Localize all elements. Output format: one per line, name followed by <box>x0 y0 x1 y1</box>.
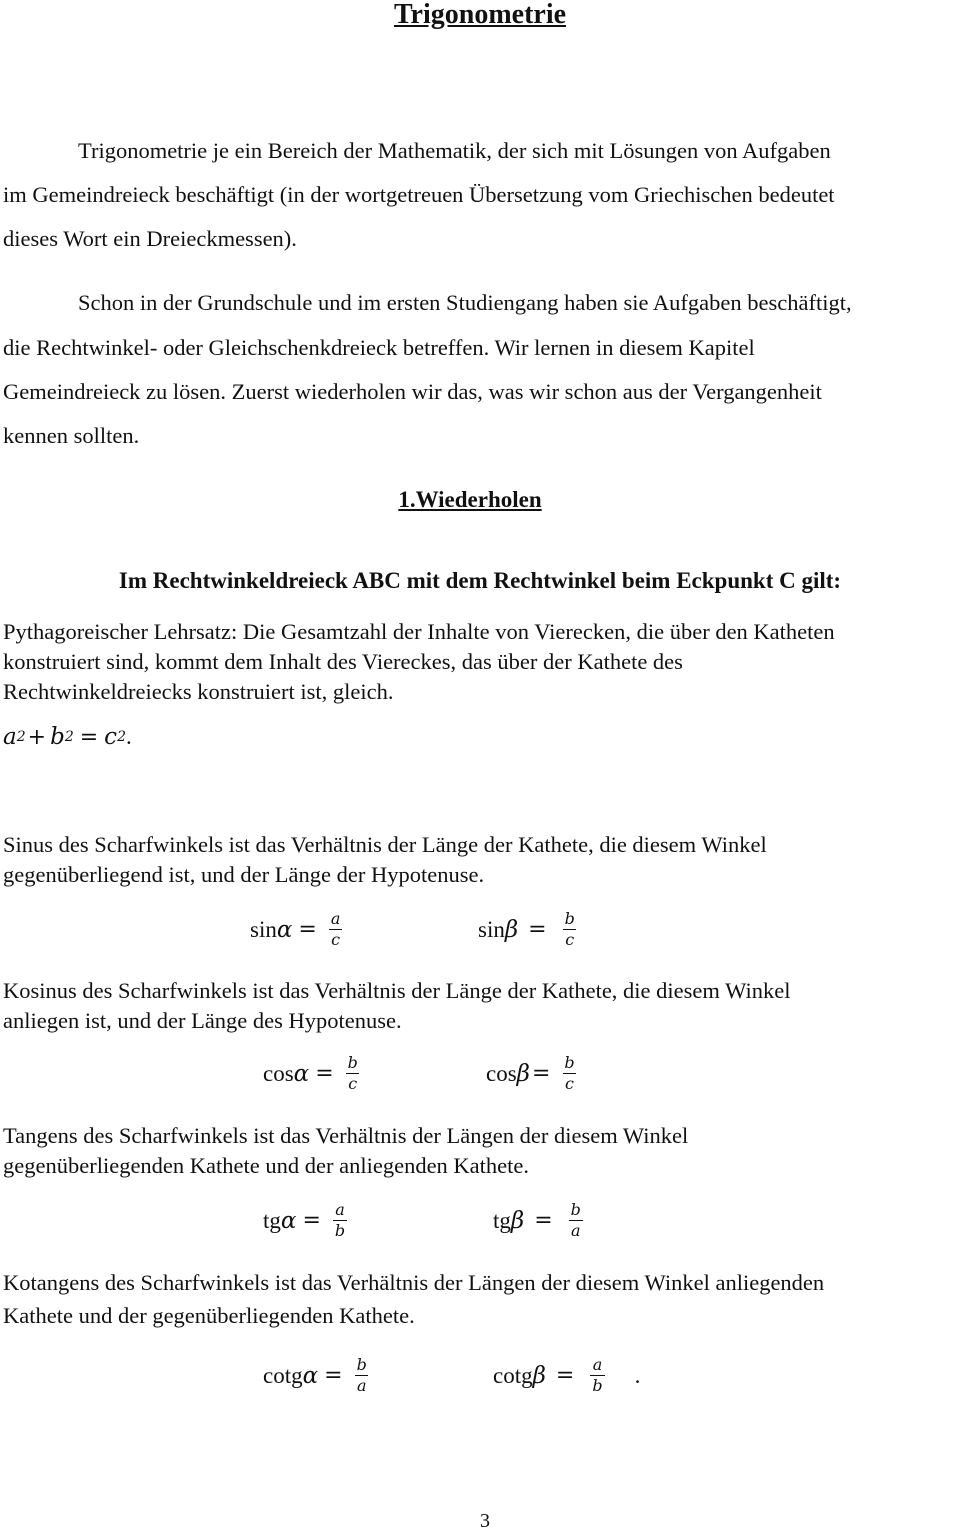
cotg-alpha-formula <box>263 1355 369 1396</box>
equals-sign: = <box>531 1061 551 1086</box>
fn-tg: tg <box>493 1207 511 1233</box>
exp-c: 2 <box>117 729 126 745</box>
intro-p2-line-1: Schon in der Grundschule und im ersten Studiengang haben sie Aufgaben beschäftigt, <box>78 290 852 315</box>
var-b: b <box>50 724 65 750</box>
sin-beta-formula <box>478 909 577 950</box>
fraction <box>562 1053 576 1094</box>
kosinus-line-2: anliegen ist, und der Länge des Hypotenuse. <box>3 1008 402 1033</box>
denominator: b <box>334 1221 346 1240</box>
equals-sign: = <box>298 917 317 942</box>
tangens-line-1: Tangens des Scharfwinkels ist das Verhältnis der Längen der diesem Winkel <box>3 1123 689 1148</box>
sinus-line-2: gegenüberliegend ist, und der Länge der Hypotenuse. <box>3 862 485 887</box>
denominator: c <box>565 1074 575 1093</box>
section-title: 1.Wiederholen <box>398 487 542 512</box>
fn-sin: sin <box>478 916 505 942</box>
equals-sign: = <box>79 724 99 750</box>
denominator: a <box>356 1376 367 1395</box>
intro-p1-line-1: Trigonometrie je ein Bereich der Mathematik, der sich mit Lösungen von Aufgaben <box>78 138 831 163</box>
angle-beta: β <box>510 1207 525 1234</box>
period: . <box>634 1362 641 1388</box>
sinus-line-1: Sinus des Scharfwinkels ist das Verhältnis der Länge der Kathete, die diesem Winkel <box>3 832 767 857</box>
kotangens-line-1: Kotangens des Scharfwinkels ist das Verhältnis der Längen der diesem Winkel anliegenden <box>3 1270 825 1295</box>
numerator: b <box>347 1053 358 1072</box>
angle-alpha: α <box>293 1060 310 1087</box>
angle-beta: β <box>532 1362 546 1389</box>
pythagoras-line-3: Rechtwinkeldreiecks konstruiert ist, gleich. <box>3 679 394 704</box>
page-number: 3 <box>480 1510 490 1532</box>
intro-p2-line-3: Gemeindreieck zu lösen. Zuerst wiederholen wir das, was wir schon aus der Vergangenheit <box>3 379 822 404</box>
angle-alpha: α <box>302 1362 319 1389</box>
var-c: c <box>104 724 118 750</box>
equals-sign: = <box>302 1208 321 1233</box>
fn-cotg: cotg <box>263 1362 303 1388</box>
fn-cos: cos <box>263 1060 294 1086</box>
denominator: c <box>348 1074 358 1093</box>
fraction <box>329 909 343 950</box>
pythagoras-line-1: Pythagoreischer Lehrsatz: Die Gesamtzahl der Inhalte von Vierecken, die über den Katheten <box>3 619 835 644</box>
fn-sin: sin <box>250 916 277 942</box>
intro-p1-line-3: dieses Wort ein Dreieckmessen). <box>3 226 297 251</box>
cos-alpha-formula <box>263 1053 360 1094</box>
fraction <box>355 1355 369 1396</box>
fn-cotg: cotg <box>493 1362 533 1388</box>
numerator: b <box>356 1355 367 1374</box>
pythagoras-line-2: konstruiert sind, kommt dem Inhalt des Viereckes, das über der Kathete des <box>3 649 683 674</box>
exp-a: 2 <box>16 729 26 745</box>
tg-beta-formula <box>493 1200 583 1241</box>
numerator: a <box>592 1355 603 1374</box>
fraction <box>569 1200 583 1241</box>
cotg-beta-formula <box>493 1355 640 1396</box>
kosinus-line-1: Kosinus des Scharfwinkels ist das Verhältnis der Länge der Kathete, die diesem Winkel <box>3 978 791 1003</box>
var-a: a <box>3 724 17 750</box>
angle-beta: β <box>516 1060 530 1087</box>
equals-sign: = <box>555 1363 575 1388</box>
pythagoras-formula <box>3 724 132 750</box>
page-title: Trigonometrie <box>393 0 567 30</box>
sin-alpha-formula <box>250 909 342 950</box>
angle-alpha: α <box>280 1207 297 1234</box>
kotangens-line-2: Kathete und der gegenüberliegenden Kathete. <box>3 1303 415 1328</box>
intro-p2-line-4: kennen sollten. <box>3 423 140 448</box>
subheading: Im Rechtwinkeldreieck ABC mit dem Rechtwinkel beim Eckpunkt C gilt: <box>118 568 842 593</box>
numerator: a <box>335 1200 345 1219</box>
fraction <box>346 1053 360 1094</box>
numerator: a <box>330 909 341 928</box>
fraction <box>333 1200 347 1241</box>
numerator: b <box>570 1200 581 1219</box>
fn-tg: tg <box>263 1207 281 1233</box>
cos-beta-formula <box>486 1053 577 1094</box>
denominator: c <box>331 930 341 949</box>
tangens-line-2: gegenüberliegenden Kathete und der anliegenden Kathete. <box>3 1153 530 1178</box>
angle-beta: β <box>504 916 519 943</box>
equals-sign: = <box>528 917 547 942</box>
period: . <box>125 724 132 749</box>
denominator: c <box>565 930 575 949</box>
equals-sign: = <box>315 1061 334 1086</box>
fraction <box>563 909 577 950</box>
denominator: a <box>570 1221 581 1240</box>
equals-sign: = <box>534 1208 553 1233</box>
equals-sign: = <box>324 1363 343 1388</box>
denominator: b <box>592 1376 603 1395</box>
tg-alpha-formula <box>263 1200 347 1241</box>
intro-p1-line-2: im Gemeindreieck beschäftigt (in der wortgetreuen Übersetzung vom Griechischen bedeutet <box>3 182 835 207</box>
fraction <box>590 1355 604 1396</box>
angle-alpha: α <box>276 916 293 943</box>
numerator: b <box>564 1053 575 1072</box>
fn-cos: cos <box>486 1060 517 1086</box>
plus-sign: + <box>27 724 47 750</box>
numerator: b <box>564 909 575 928</box>
exp-b: 2 <box>64 729 74 745</box>
intro-p2-line-2: die Rechtwinkel- oder Gleichschenkdreieck betreffen. Wir lernen in diesem Kapitel <box>3 335 755 360</box>
